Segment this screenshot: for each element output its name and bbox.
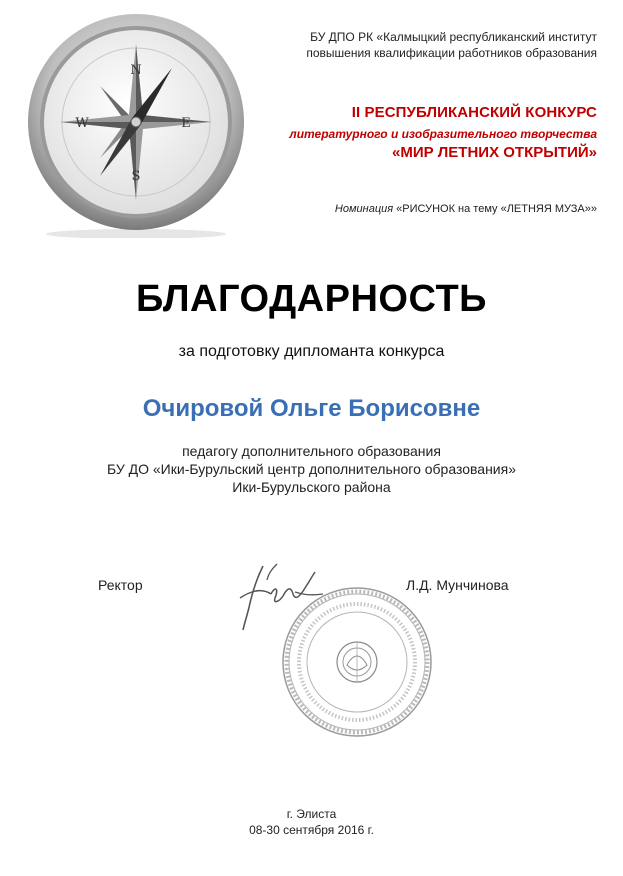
footer-dates: 08-30 сентября 2016 г. <box>249 823 374 837</box>
certificate-title: БЛАГОДАРНОСТЬ <box>136 278 487 320</box>
organization-line-1: БУ ДПО РК «Калмыцкий республиканский институт <box>310 30 597 44</box>
footer-city: г. Элиста <box>286 807 337 821</box>
signatory-role: Ректор <box>98 577 143 593</box>
compass-image <box>22 10 250 238</box>
certificate-subtitle: за подготовку дипломанта конкурса <box>178 343 445 360</box>
recipient-name: Очировой Ольге Борисовне <box>142 395 481 422</box>
organization-line-2: повышения квалификации работников образования <box>306 46 597 60</box>
compass-east-label: E <box>181 116 191 131</box>
nomination-value: «РИСУНОК на тему «ЛЕТНЯЯ МУЗА»» <box>393 203 597 215</box>
compass-west-label: W <box>75 116 89 131</box>
contest-subtitle: литературного и изобразительного творчества <box>289 127 597 141</box>
position-line-3: Ики-Бурульского района <box>232 479 391 495</box>
signatory-name: Л.Д. Мунчинова <box>406 577 509 593</box>
contest-title: II РЕСПУБЛИКАНСКИЙ КОНКУРС <box>351 104 597 121</box>
nomination <box>237 203 597 215</box>
compass-south-label: S <box>131 169 141 184</box>
recipient-position <box>0 442 623 496</box>
position-line-2: БУ ДО «Ики-Бурульский центр дополнительного образования» <box>106 461 516 477</box>
handwritten-signature <box>235 558 330 633</box>
footer <box>0 806 623 838</box>
nomination-label: Номинация <box>334 203 394 215</box>
position-line-1: педагогу дополнительного образования <box>182 443 441 459</box>
contest-name: «МИР ЛЕТНИХ ОТКРЫТИЙ» <box>391 144 597 161</box>
header-block <box>237 29 597 215</box>
compass-north-label: N <box>130 63 142 78</box>
